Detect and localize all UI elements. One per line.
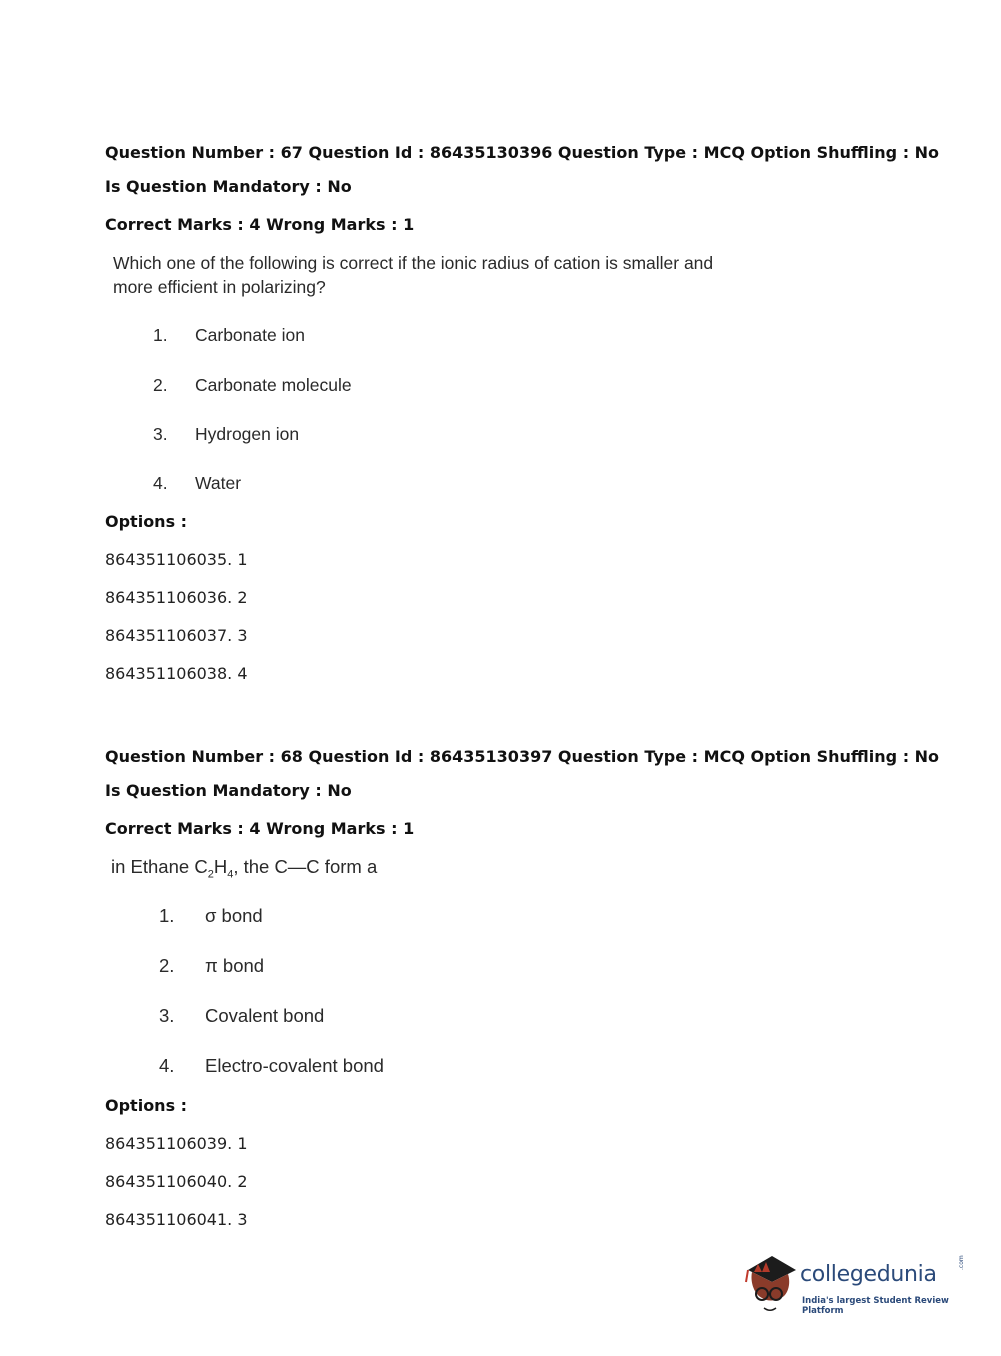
choice-item (153, 325, 305, 346)
question-stem-line-2: more efficient in polarizing? (113, 277, 326, 297)
marks-line: Correct Marks : 4 Wrong Marks : 1 (105, 215, 415, 234)
stem-text: , the C—C form a (233, 856, 378, 877)
choice-number: 2. (153, 375, 168, 395)
question-header: Question Number : 67 Question Id : 86435130396 Question Type : MCQ Option Shuffling : No (105, 143, 940, 162)
choice-item (159, 905, 263, 927)
choice-item (159, 955, 264, 977)
choice-number: 2. (159, 955, 175, 976)
question-header: Question Number : 68 Question Id : 86435130397 Question Type : MCQ Option Shuffling : No (105, 747, 940, 766)
stem-text: H (213, 856, 228, 877)
choice-number: 1. (153, 325, 168, 345)
choice-item (153, 424, 299, 445)
choice-item (159, 1055, 384, 1077)
option-id: 864351106040. 2 (105, 1172, 248, 1191)
choice-item (153, 375, 352, 396)
collegedunia-logo (742, 1248, 972, 1318)
options-label: Options : (105, 512, 188, 531)
option-id: 864351106038. 4 (105, 664, 248, 683)
choice-item (153, 473, 241, 494)
mandatory-line: Is Question Mandatory : No (105, 177, 352, 196)
brand-tagline: India's largest Student Review Platform (802, 1296, 949, 1316)
choice-number: 3. (159, 1005, 175, 1026)
mascot-icon (742, 1248, 800, 1314)
stem-text: in Ethane C (111, 856, 208, 877)
choice-text: Electro-covalent bond (205, 1055, 384, 1076)
choice-number: 3. (153, 424, 168, 444)
choice-text: σ bond (205, 905, 263, 926)
stem-subscript: 4 (227, 868, 234, 881)
choice-text: Hydrogen ion (195, 424, 300, 444)
option-id: 864351106037. 3 (105, 626, 248, 645)
choice-text: Covalent bond (205, 1005, 325, 1026)
choice-text: Carbonate ion (195, 325, 305, 345)
choice-text: Water (195, 473, 242, 493)
choice-number: 4. (153, 473, 168, 493)
mandatory-line: Is Question Mandatory : No (105, 781, 352, 800)
choice-number: 1. (159, 905, 175, 926)
option-id: 864351106041. 3 (105, 1210, 248, 1229)
choice-item (159, 1005, 324, 1027)
choice-number: 4. (159, 1055, 175, 1076)
option-id: 864351106039. 1 (105, 1134, 248, 1153)
question-stem (111, 855, 377, 887)
option-id: 864351106035. 1 (105, 550, 248, 569)
brand-domain: .com (958, 1255, 965, 1270)
stem-subscript: 2 (207, 868, 214, 881)
options-label: Options : (105, 1096, 188, 1115)
choice-text: Carbonate molecule (195, 375, 352, 395)
marks-line: Correct Marks : 4 Wrong Marks : 1 (105, 819, 415, 838)
brand-name: collegedunia (800, 1262, 937, 1287)
option-id: 864351106036. 2 (105, 588, 248, 607)
choice-text: π bond (205, 955, 265, 976)
question-stem-line-1: Which one of the following is correct if the ionic radius of cation is smaller and (113, 253, 714, 273)
